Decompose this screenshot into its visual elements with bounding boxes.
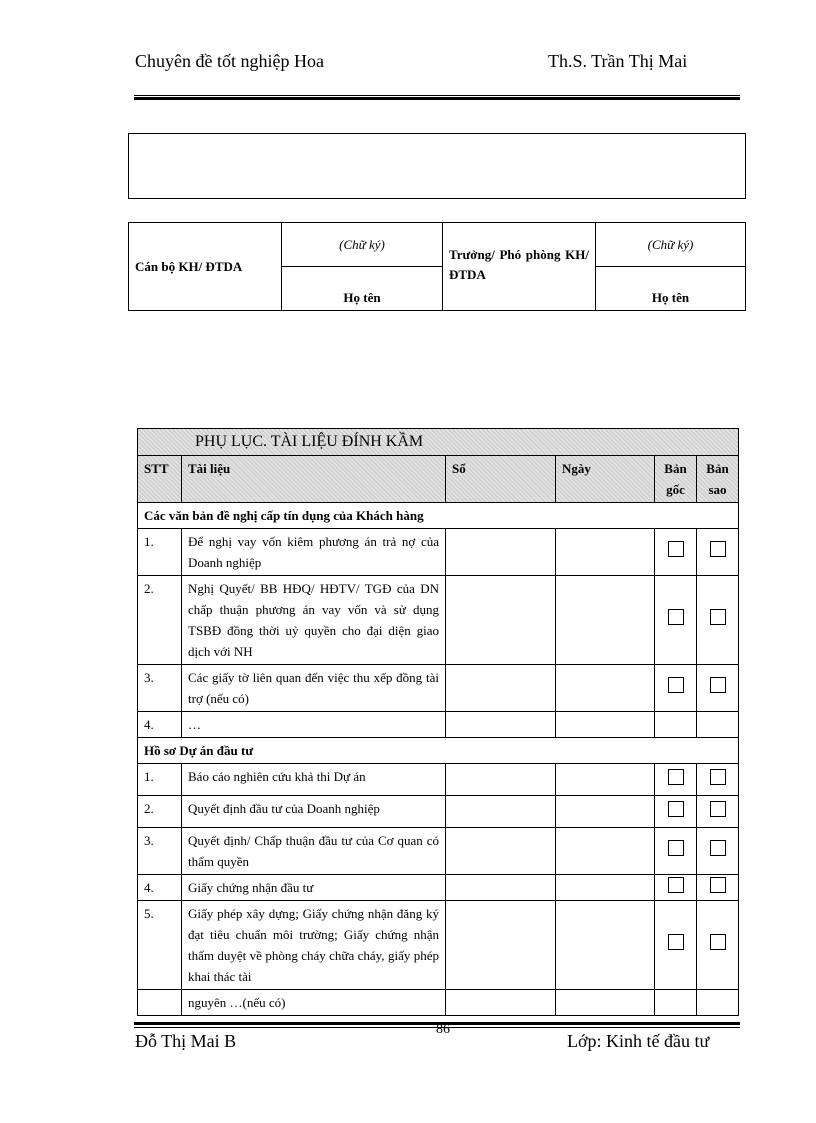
- row-so-cell: [446, 712, 556, 738]
- header-right-text: Th.S. Trần Thị Mai: [548, 51, 688, 71]
- footer-right-text: Lớp: Kinh tế đầu tư: [567, 1031, 710, 1051]
- row-ngay-cell: [556, 576, 655, 665]
- appendix-title: PHỤ LỤC. TÀI LIỆU ĐÍNH KẦM: [138, 429, 739, 456]
- row-document: Giấy phép xây dựng; Giấy chứng nhận đăng ký đạt tiêu chuẩn môi trường; Giấy chứng nhận thẩm duyệt về phòng cháy chữa cháy, giấy phép khai thác tài: [182, 901, 446, 990]
- original-checkbox[interactable]: [668, 677, 684, 693]
- column-header-doc: Tài liệu: [182, 456, 446, 503]
- table-row: [138, 901, 739, 990]
- page-number: 86: [436, 1022, 450, 1037]
- row-number: 4.: [138, 712, 182, 738]
- header-left-text: Chuyên đề tốt nghiệp Hoa: [135, 51, 324, 71]
- table-row: [138, 828, 739, 875]
- signature-hint-2: (Chữ ký): [596, 223, 746, 267]
- copy-checkbox[interactable]: [710, 609, 726, 625]
- copy-checkbox[interactable]: [710, 934, 726, 950]
- copy-checkbox[interactable]: [710, 840, 726, 856]
- row-original-cell: [655, 712, 697, 738]
- row-ngay-cell: [556, 796, 655, 828]
- column-header-stt: STT: [138, 456, 182, 503]
- row-so-cell: [446, 576, 556, 665]
- column-header-ban-goc: Bản gốc: [655, 456, 697, 503]
- blank-comment-box: [128, 133, 746, 199]
- copy-checkbox[interactable]: [710, 769, 726, 785]
- table-row: [138, 529, 739, 576]
- row-ngay-cell: [556, 529, 655, 576]
- column-header-ngay: Ngày: [556, 456, 655, 503]
- section-title: Các văn bản đề nghị cấp tín dụng của Khách hàng: [138, 503, 739, 529]
- row-document: Báo cáo nghiên cứu khả thi Dự án: [182, 764, 446, 796]
- row-number: 2.: [138, 576, 182, 665]
- row-number: 3.: [138, 665, 182, 712]
- name-label-2: Họ tên: [596, 267, 746, 311]
- row-so-cell: [446, 901, 556, 990]
- table-row: [138, 990, 739, 1016]
- row-so-cell: [446, 875, 556, 901]
- original-checkbox[interactable]: [668, 877, 684, 893]
- copy-checkbox[interactable]: [710, 677, 726, 693]
- row-document: Để nghị vay vốn kiêm phương án trả nợ của Doanh nghiệp: [182, 529, 446, 576]
- row-ngay-cell: [556, 875, 655, 901]
- row-so-cell: [446, 529, 556, 576]
- row-document: Giấy chứng nhận đầu tư: [182, 875, 446, 901]
- row-so-cell: [446, 796, 556, 828]
- head-label: Trưởng/ Phó phòng KH/ ĐTDA: [443, 223, 596, 311]
- table-row: [138, 712, 739, 738]
- officer-label: Cán bộ KH/ ĐTDA: [129, 223, 282, 311]
- header-rule-thick: [134, 97, 740, 100]
- appendix-table: [137, 428, 739, 1016]
- row-number: [138, 990, 182, 1016]
- original-checkbox[interactable]: [668, 541, 684, 557]
- row-document: Quyết định/ Chấp thuận đầu tư của Cơ quan có thẩm quyền: [182, 828, 446, 875]
- table-row: [138, 576, 739, 665]
- row-ngay-cell: [556, 901, 655, 990]
- row-copy-cell: [697, 712, 739, 738]
- table-row: [138, 875, 739, 901]
- table-row: [138, 665, 739, 712]
- row-number: 4.: [138, 875, 182, 901]
- row-so-cell: [446, 665, 556, 712]
- original-checkbox[interactable]: [668, 934, 684, 950]
- row-original-cell: [655, 990, 697, 1016]
- row-so-cell: [446, 990, 556, 1016]
- column-header-so: Số: [446, 456, 556, 503]
- copy-checkbox[interactable]: [710, 801, 726, 817]
- row-ngay-cell: [556, 712, 655, 738]
- row-so-cell: [446, 828, 556, 875]
- signature-table: [128, 222, 746, 311]
- row-number: 3.: [138, 828, 182, 875]
- footer-left-text: Đỗ Thị Mai B: [135, 1031, 237, 1051]
- original-checkbox[interactable]: [668, 801, 684, 817]
- row-ngay-cell: [556, 990, 655, 1016]
- column-header-ban-sao: Bản sao: [697, 456, 739, 503]
- copy-checkbox[interactable]: [710, 877, 726, 893]
- row-ngay-cell: [556, 828, 655, 875]
- row-document: Các giấy tờ liên quan đến việc thu xếp đồng tài trợ (nếu có): [182, 665, 446, 712]
- row-document: nguyên …(nếu có): [182, 990, 446, 1016]
- row-ngay-cell: [556, 665, 655, 712]
- name-label-1: Họ tên: [282, 267, 443, 311]
- row-number: 1.: [138, 764, 182, 796]
- copy-checkbox[interactable]: [710, 541, 726, 557]
- original-checkbox[interactable]: [668, 609, 684, 625]
- row-document: Quyết định đầu tư của Doanh nghiệp: [182, 796, 446, 828]
- table-row: [138, 796, 739, 828]
- row-so-cell: [446, 764, 556, 796]
- row-copy-cell: [697, 990, 739, 1016]
- row-ngay-cell: [556, 764, 655, 796]
- table-row: [138, 764, 739, 796]
- row-number: 1.: [138, 529, 182, 576]
- row-number: 2.: [138, 796, 182, 828]
- row-document: …: [182, 712, 446, 738]
- signature-hint-1: (Chữ ký): [282, 223, 443, 267]
- original-checkbox[interactable]: [668, 769, 684, 785]
- row-number: 5.: [138, 901, 182, 990]
- section-title: Hồ sơ Dự án đầu tư: [138, 738, 739, 764]
- header-rule-thin: [134, 95, 740, 96]
- row-document: Nghị Quyết/ BB HĐQ/ HĐTV/ TGĐ của DN chấp thuận phương án vay vốn và sử dụng TSBĐ đồng thời uỷ quyền cho đại diện giao dịch với NH: [182, 576, 446, 665]
- original-checkbox[interactable]: [668, 840, 684, 856]
